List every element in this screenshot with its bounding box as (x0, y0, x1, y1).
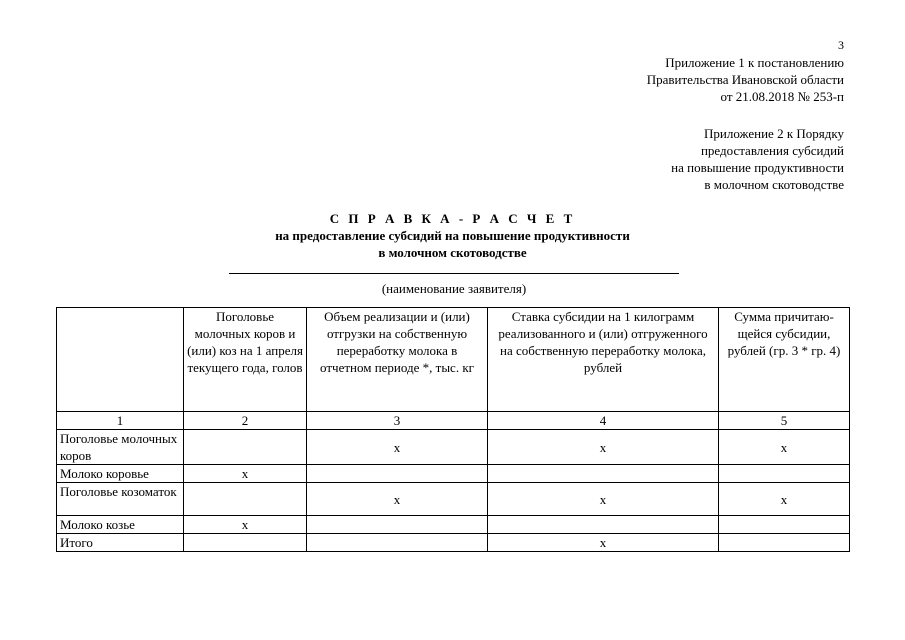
table-row (57, 430, 850, 465)
applicant-name-line (229, 273, 679, 274)
column-number: 2 (184, 412, 307, 430)
table-cell (488, 516, 719, 534)
row-label: Молоко коровье (57, 465, 184, 483)
row-label: Поголовье козоматок (57, 483, 184, 516)
table-cell (307, 465, 488, 483)
row-label: Итого (57, 534, 184, 552)
table-row (57, 483, 850, 516)
table-cell (307, 534, 488, 552)
appendix-2-line: на повышение продуктивности (671, 160, 844, 175)
column-number: 4 (488, 412, 719, 430)
appendix-1-line: Приложение 1 к постановлению (665, 55, 844, 70)
appendix-2-line: Приложение 2 к Порядку (704, 126, 844, 141)
column-number: 1 (57, 412, 184, 430)
column-number-row (57, 412, 850, 430)
table-cell (719, 516, 850, 534)
table-cell (184, 430, 307, 465)
table-cell: x (488, 430, 719, 465)
table-cell (719, 534, 850, 552)
title-line: С П Р А В К А - Р А С Ч Е Т (329, 211, 576, 226)
table-header-row (57, 308, 850, 412)
table-cell: x (307, 483, 488, 516)
table-cell: x (719, 430, 850, 465)
table-row (57, 465, 850, 483)
row-label: Поголовье молочных коров (57, 430, 184, 465)
table-cell: x (488, 534, 719, 552)
applicant-caption: (наименование заявителя) (381, 281, 527, 296)
table-cell: x (719, 483, 850, 516)
table-row (57, 516, 850, 534)
table-cell (719, 465, 850, 483)
table-cell (184, 534, 307, 552)
table-cell: x (184, 516, 307, 534)
appendix-1-line: Правительства Ивановской области (646, 72, 844, 87)
table-cell: x (184, 465, 307, 483)
column-number: 3 (307, 412, 488, 430)
appendix-2-line: предоставления субсидий (700, 143, 844, 158)
table-cell (184, 483, 307, 516)
table-cell (307, 516, 488, 534)
table-cell (488, 465, 719, 483)
header-cell (57, 308, 184, 412)
calculation-table (56, 307, 850, 552)
table-cell: x (488, 483, 719, 516)
header-cell: Сумма причитаю-щейся субсидии, рублей (гр. 3 * гр. 4) (719, 308, 850, 412)
page-number: 3 (838, 38, 844, 52)
document-title (0, 210, 905, 261)
row-label: Молоко козье (57, 516, 184, 534)
table-row (57, 534, 850, 552)
appendix-2-line: в молочном скотоводстве (704, 177, 844, 192)
column-number: 5 (719, 412, 850, 430)
header-cell: Объем реализации и (или) отгрузки на собственную переработку молока в отчетном периоде *, тыс. кг (307, 308, 488, 412)
header-cell: Поголовье молочных коров и (или) коз на 1 апреля текущего года, голов (184, 308, 307, 412)
appendix-2-block (671, 125, 844, 193)
appendix-1-line: от 21.08.2018 № 253-п (720, 89, 844, 104)
table-cell: x (307, 430, 488, 465)
appendix-1-block (647, 54, 844, 105)
header-cell: Ставка субсидии на 1 килограмм реализованного и (или) отгруженного на собственную переработку молока, рублей (488, 308, 719, 412)
title-line: на предоставление субсидий на повышение продуктивности (275, 228, 630, 243)
title-line: в молочном скотоводстве (378, 245, 527, 260)
